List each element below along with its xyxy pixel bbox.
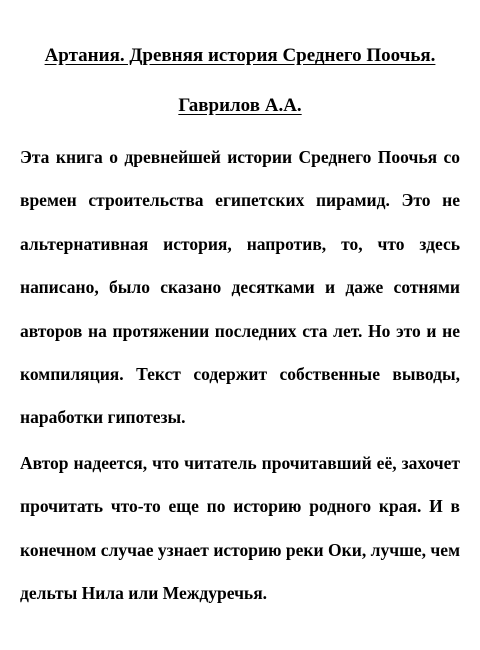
book-author: Гаврилов А.А. <box>178 95 302 116</box>
paragraph-author-hope: Автор надеется, что читатель прочитавший её, захочет прочитать что-то еще по историю родного края. И в конечном случае узнает историю реки Оки, лучше, чем дельты Нила или Междуречья. <box>20 453 460 604</box>
book-title: Артания. Древняя история Среднего Поочья. <box>44 45 436 66</box>
paragraph-intro: Эта книга о древнейшей истории Среднего Поочья со времен строительства египетских пирамид. Это не альтернативная история, напротив, то, что здесь написано, было сказано десятками и даже сотнями авторов на протяжении последних ста лет. Но это и не компиляция. Текст содержит собственные выводы, наработки гипотезы. <box>20 147 460 428</box>
